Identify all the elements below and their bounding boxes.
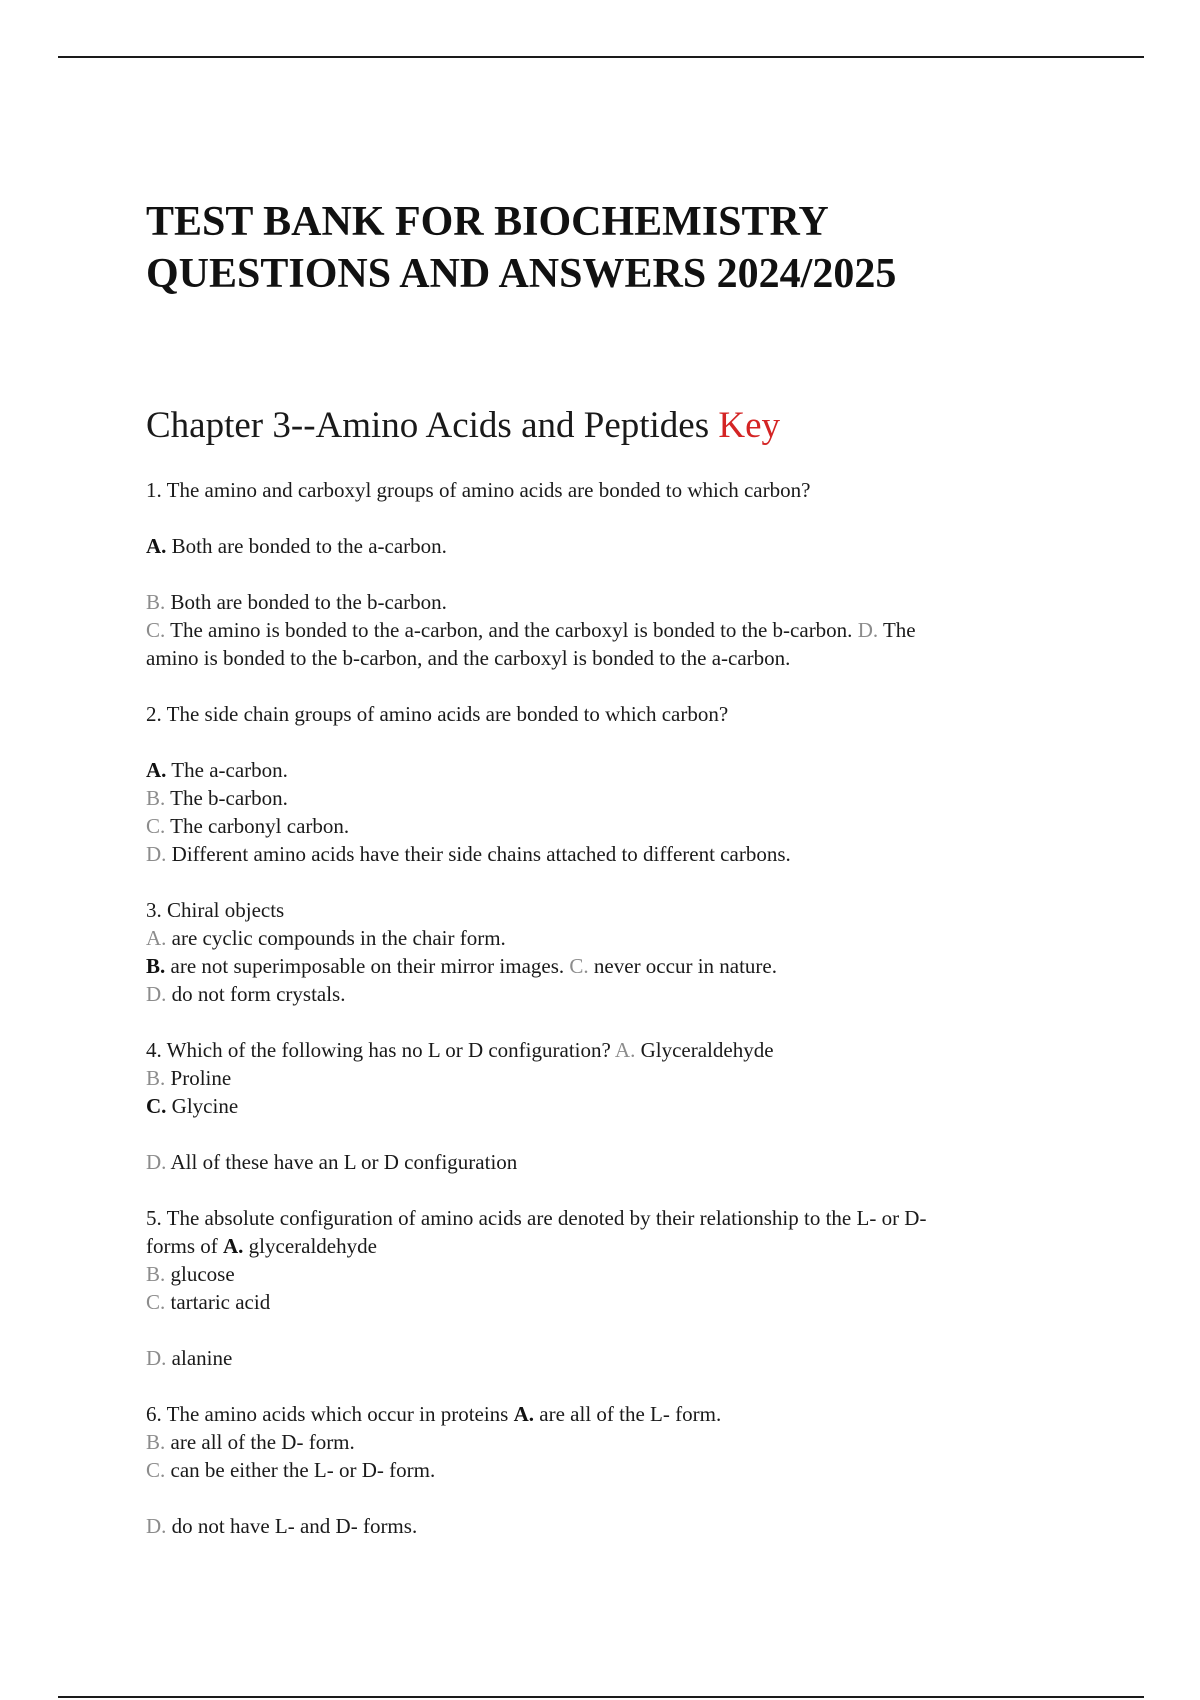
question-6-stem-option-a [146,1400,1066,1428]
question-1-stem: 1. The amino and carboxyl groups of amino acids are bonded to which carbon? [146,478,811,502]
key-label: Key [718,405,781,446]
question-5-stem-option-a [146,1232,1066,1260]
question-4-option-c [146,1092,1066,1120]
question-3 [146,896,1066,1008]
option-text: alanine [171,1346,233,1370]
question-6-option-b [146,1428,1066,1456]
option-letter: B. [146,1066,166,1090]
option-text: Both are bonded to the a-carbon. [171,534,447,558]
option-text: All of these have an L or D configuration [170,1150,518,1174]
option-text: do not have L- and D- forms. [171,1514,418,1538]
question-3-option-b-c [146,952,1066,980]
option-letter-correct: A. [146,534,167,558]
question-4-stem: 4. Which of the following has no L or D configuration? [146,1038,611,1062]
question-5-stem-cont: forms of [146,1234,218,1258]
option-text: The a-carbon. [171,758,288,782]
document-body [146,196,1066,1540]
question-4-option-b [146,1064,1066,1092]
question-1-option-d-cont: amino is bonded to the b-carbon, and the carboxyl is bonded to the a-carbon. [146,646,791,670]
option-letter-correct: A. [513,1402,535,1426]
document-title [146,196,1066,300]
option-text: tartaric acid [170,1290,271,1314]
question-1-option-b [146,588,1066,616]
top-rule [58,56,1144,58]
question-3-option-d [146,980,1066,1008]
option-letter-correct: A. [223,1234,244,1258]
question-2-option-c [146,812,1066,840]
option-text: The carbonyl carbon. [170,814,350,838]
question-4-option-d [146,1148,1066,1176]
option-letter: B. [146,590,166,614]
option-text: never occur in nature. [593,954,777,978]
option-letter: D. [146,1514,167,1538]
title-line-2: QUESTIONS AND ANSWERS 2024/2025 [146,251,897,297]
option-letter: D. [146,1346,167,1370]
question-1-option-c-d [146,616,1066,644]
question-6-stem: 6. The amino acids which occur in proteins [146,1402,509,1426]
chapter-title: Chapter 3--Amino Acids and Peptides [146,405,710,446]
option-text: are all of the D- form. [170,1430,355,1454]
option-text: Both are bonded to the b-carbon. [170,590,447,614]
question-2-option-d [146,840,1066,868]
option-letter: D. [857,618,879,642]
option-letter: B. [146,1430,166,1454]
question-2-stem: 2. The side chain groups of amino acids are bonded to which carbon? [146,702,729,726]
question-6-option-d [146,1512,1066,1540]
option-text: Different amino acids have their side chains attached to different carbons. [171,842,791,866]
option-letter: B. [146,1262,166,1286]
question-5-option-c [146,1288,1066,1316]
question-2 [146,700,1066,868]
option-letter: D. [146,982,167,1006]
option-letter: C. [146,1290,166,1314]
option-text: glyceraldehyde [248,1234,377,1258]
option-letter: A. [146,926,167,950]
question-1 [146,476,1066,672]
question-3-option-a [146,924,1066,952]
option-letter-correct: A. [146,758,167,782]
option-letter-correct: B. [146,954,166,978]
option-text: Proline [170,1066,232,1090]
question-6 [146,1400,1066,1540]
option-text: Glyceraldehyde [640,1038,774,1062]
question-2-option-a [146,756,1066,784]
option-text: glucose [170,1262,235,1286]
option-letter: D. [146,842,167,866]
option-text: are cyclic compounds in the chair form. [171,926,506,950]
option-letter: C. [569,954,589,978]
option-text: do not form crystals. [171,982,346,1006]
option-letter-correct: C. [146,1094,167,1118]
option-letter: A. [614,1038,636,1062]
title-line-1: TEST BANK FOR BIOCHEMISTRY [146,199,829,245]
question-4-stem-option-a [146,1036,1066,1064]
option-letter: D. [146,1150,167,1174]
option-letter: C. [146,814,166,838]
option-text: The [882,618,916,642]
option-letter: C. [146,1458,166,1482]
option-text: are all of the L- form. [539,1402,722,1426]
option-text: Glycine [171,1094,239,1118]
option-letter: C. [146,618,166,642]
option-text: The amino is bonded to the a-carbon, and the carboxyl is bonded to the b-carbon. [170,618,853,642]
question-2-option-b [146,784,1066,812]
question-6-option-c [146,1456,1066,1484]
question-5-stem: 5. The absolute configuration of amino acids are denoted by their relationship to the L- or D- [146,1206,927,1230]
question-5 [146,1204,1066,1372]
option-text: are not superimposable on their mirror images. [170,954,565,978]
chapter-heading [146,404,1066,448]
option-text: The b-carbon. [170,786,288,810]
bottom-rule [58,1696,1144,1698]
question-5-option-b [146,1260,1066,1288]
question-3-stem: 3. Chiral objects [146,898,285,922]
question-5-option-d [146,1344,1066,1372]
question-4 [146,1036,1066,1176]
option-letter: B. [146,786,166,810]
option-text: can be either the L- or D- form. [170,1458,436,1482]
question-1-option-a [146,532,1066,560]
